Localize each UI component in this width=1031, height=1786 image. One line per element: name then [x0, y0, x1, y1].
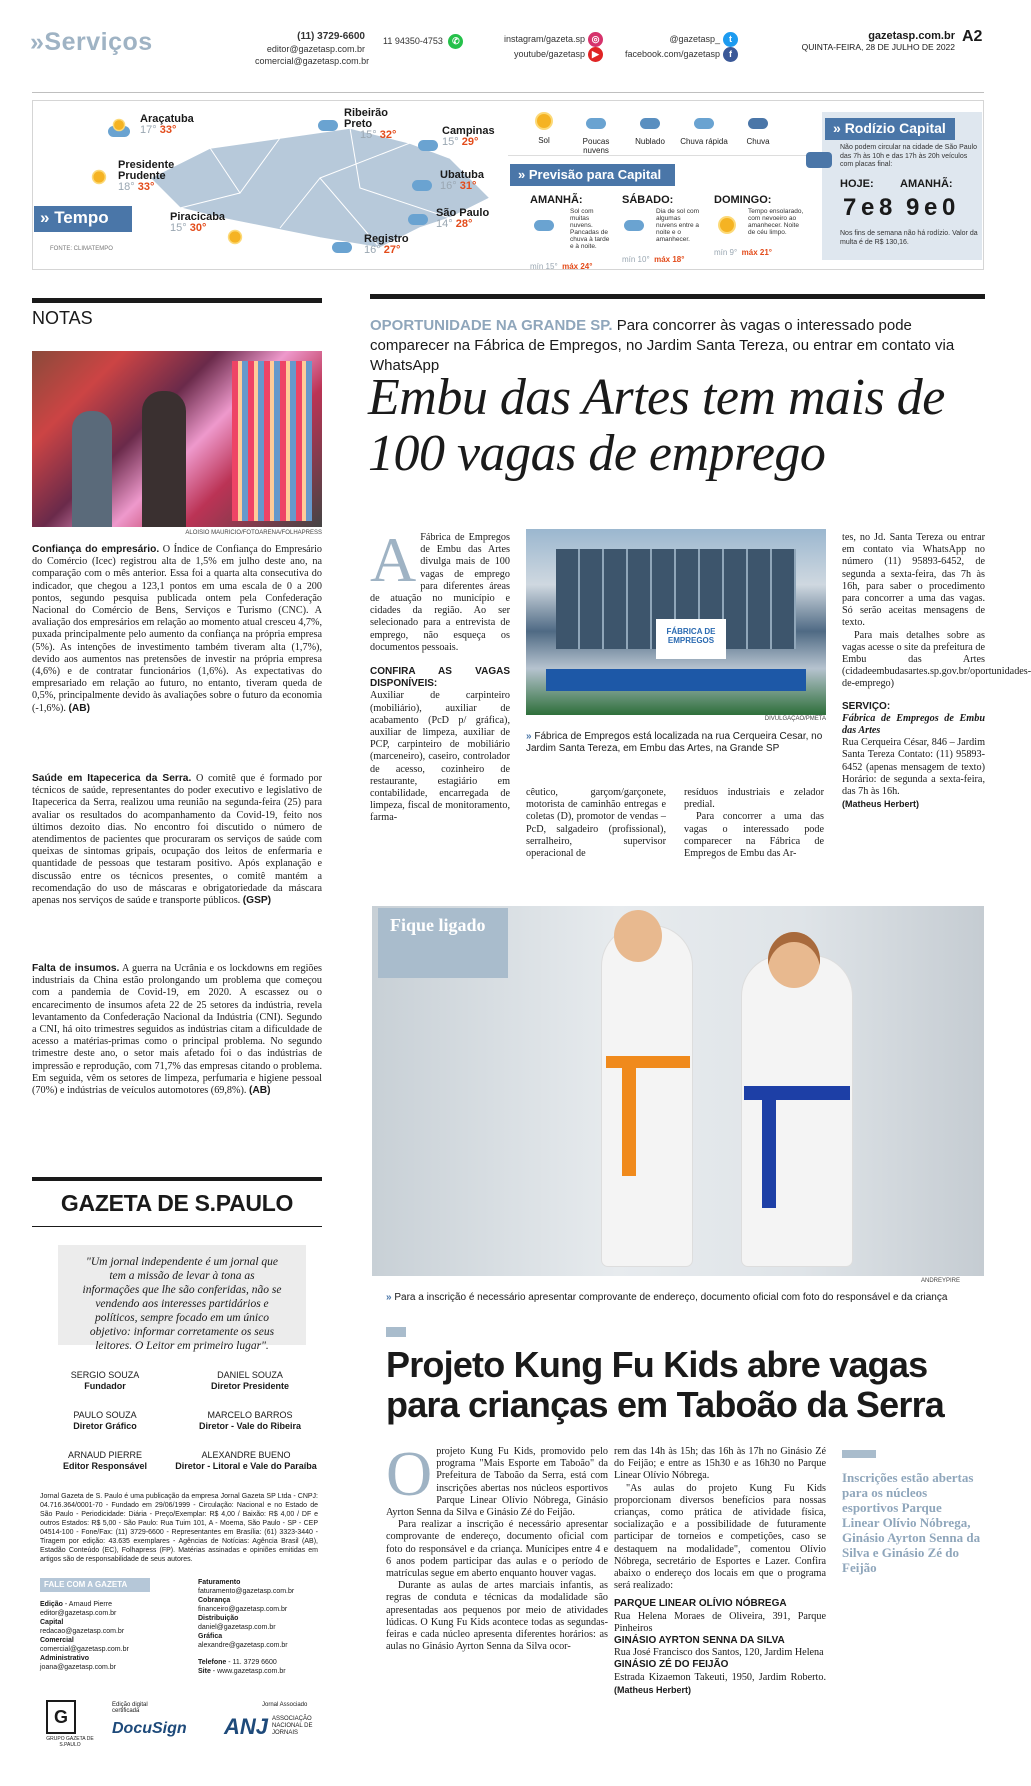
girl-figure [742, 956, 852, 1266]
city-name: Presidente Prudente [118, 159, 175, 182]
temp-max: 32° [379, 129, 397, 141]
rain-icon [748, 118, 768, 129]
contact-line[interactable]: financeiro@gazetasp.com.br [198, 1606, 288, 1613]
nota-text: O Índice de Confiança do Empresário do Comércio (Icec) registrou alta de 1,5% em julho deste ano, na comparação com o mês anterior. Essa foi a quarta alta consecutiva do indicador, que chegou a 123,1 pontos em uma escala de 0 a 200 pontos, segundo pesquisa publicada ontem pela Confederação Nacional do Comércio de Bens, Serviços e Turismo (CNC). A avaliação dos empresários em relação ao momento atual cresceu 4,7%, puxada principalmente pelo aumento da confiança na própria empresa (5%). As intenções de investimento também tiveram alta (1,7%), devido aos aumentos nas pretensões de investir na própria empresa (4,6%) e de contratar funcionários (1,6%). As expectativas do empresariado em relação ao futuro, no entanto, tiveram queda de 0,5%, principalmente devido às avaliações sobre o futuro da economia (-1,6%). [32, 544, 322, 714]
legend-sol: Sol [520, 110, 568, 145]
partly-cloudy-icon [534, 220, 554, 231]
place-item [614, 1598, 826, 1635]
city-presidente-prudente [96, 160, 196, 193]
weather-section-label: » Tempo [34, 206, 132, 232]
fabrica-empregos-photo [526, 529, 826, 715]
blue-belt [744, 1086, 850, 1100]
temp-max: 28° [455, 218, 473, 230]
forecast-max: máx 21° [741, 248, 773, 257]
girl-head [768, 932, 820, 988]
boy-head [614, 910, 662, 962]
fabrica-sign: FÁBRICA DE EMPREGOS [656, 619, 726, 659]
forecast-day: DOMINGO: [714, 194, 772, 206]
nota-signature: (AB) [249, 1085, 271, 1097]
contacts-right [198, 1578, 322, 1676]
staff-member: SERGIO SOUZA Fundador [70, 1370, 140, 1391]
legend-nublado: Nublado [626, 110, 674, 146]
youtube-handle[interactable]: youtube/gazetasp [513, 48, 585, 59]
forecast-day: SÁBADO: [622, 194, 674, 206]
nota-text: O comitê que é formado por técnicos de saúde, representantes do poder executivo e legislativo de Itapecerica da Serra, realizou uma reunião na segunda-feira (25) para avaliar os resultados do acompanhamento da Covid-19, feito nos últimos dezoito dias. No encontro foi discutido o número de atendimentos de pacientes que procuraram os serviços de saúde com queixas de sintomas gripais, ocupação dos leitos de enfermaria e quantidade de pessoas que testaram positivo. Após explanação e discussão entre os técnicos presentes, o comitê mantém a recomendação do uso de máscaras e obrigatoriedade da máscara apenas nos serviços de saúde e transporte públicos. [32, 773, 322, 907]
staff-member: PAULO SOUZA Diretor Gráfico [73, 1410, 137, 1431]
photo-caption: » Para a inscrição é necessário apresentar comprovante de endereço, documento oficial com foto do responsável e da criança [386, 1292, 948, 1303]
nota-item [32, 544, 322, 715]
partly-cloudy-icon [624, 220, 644, 231]
temp-min: 18° [118, 181, 135, 193]
kungfu-headline: Projeto Kung Fu Kids abre vagas para crianças em Taboão da Serra [386, 1344, 945, 1425]
partly-cloudy-icon [412, 180, 432, 191]
chevron-right-icon: » [526, 731, 535, 742]
temp-max: 30° [189, 222, 207, 234]
orange-belt [606, 1056, 690, 1068]
temp-max: 27° [383, 244, 401, 256]
boy-figure [602, 926, 692, 1266]
partly-cloudy-icon [586, 118, 606, 129]
shopping-photo [32, 351, 322, 527]
story-col-4: tes, no Jd. Santa Tereza ou entrar em contato via WhatsApp no número (11) 95893-6452, de segunda a sexta-feira, das 7h às 16h, para saber o procedimento para concorrer a uma das vagas. Só serão aceitas mensagens de texto. Para mais detalhes sobre as vagas acesse o site da prefeitura de Embu das Artes (cidadeembudasartes.sp.gov.br/oportunidades-de-emprego) SERVIÇO: Fábrica de Empregos de Embu das Artes Rua Cerqueira César, 846 – Jardim Santa Tereza Contato: (11) 95893-6452 (apenas mensagem de texto) Horário: de segunda a sexta-feira, das 7h às 16h. (Matheus Herbert) [842, 532, 1031, 810]
whatsapp-number: 11 94350-4753 [383, 35, 443, 46]
forecast-text: Tempo ensolarado, com nevoeiro ao amanhecer. Noite de céu limpo. [748, 208, 804, 236]
jornal-associado-label: Jornal Associado [262, 1702, 308, 1708]
accent-block [842, 1450, 876, 1458]
sun-icon [229, 231, 240, 242]
youtube-icon[interactable]: ▶ [588, 47, 603, 62]
staff-member: ALEXANDRE BUENO Diretor - Litoral e Vale do Paraíba [175, 1450, 317, 1471]
email-editor[interactable]: editor@gazetasp.com.br [266, 44, 365, 54]
city-name: Registro [364, 233, 409, 245]
grupo-gazeta-label: GRUPO GAZETA DE S.PAULO [46, 1736, 94, 1748]
servico-title: SERVIÇO: [842, 700, 891, 712]
contact-line: Capital [40, 1619, 64, 1626]
city-sao-paulo [410, 208, 489, 230]
temp-min: 15° [170, 222, 187, 234]
forecast-title: » Previsão para Capital [510, 164, 675, 186]
forecast-max: máx 18° [654, 255, 685, 264]
twitter-icon[interactable]: t [723, 32, 738, 47]
page-number: A2 [962, 28, 983, 45]
nota-item [32, 963, 322, 1097]
place-address: Rua José Francisco dos Santos, 120, Jardim Helena [614, 1647, 824, 1659]
photo-credit: DIVULGAÇÃO/PMETA [764, 716, 826, 722]
place-name: GINÁSIO AYRTON SENNA DA SILVA [614, 1635, 785, 1647]
instagram-handle[interactable]: instagram/gazeta.sp [503, 33, 585, 44]
legal-text: Jornal Gazeta de S. Paulo é uma publicação da empresa Jornal Gazeta SP Ltda - CNPJ: 04.716.364/0001-70 - Fundado em 29/06/1999 - Circulação: Nacional e no Estado de São Paulo - Periodicidade: Diária - Preço/Exemplar: R$ 4,00 / Baixão: R$ 4,00 / DF e outros Estados: R$ 5,00 - São Paulo: Rua Tuim 101, A - Moema, São Paulo - SP - CEP 04514-100 - Fone/Fax: (11) 3729-6600 - Representantes em Brasília: (61) 3323-3440 - Tiragem por edição: 43.635 exemplares - Agências de Notícias: Agência Brasil (AB), Estadão Conteúdo (EC), Folhapress (FP). Matérias assinadas e opiniões emitidas em artigos são de responsabilidade de seus autores. [40, 1493, 318, 1563]
notas-title: NOTAS [32, 308, 93, 328]
contact-line[interactable]: Site - www.gazetasp.com.br [198, 1668, 286, 1675]
grupo-gazeta-logo: G [46, 1700, 76, 1734]
temp-max: 29° [461, 136, 479, 148]
city-campinas [420, 126, 495, 148]
notas-bar [32, 298, 322, 303]
rodizio-text: Não podem circular na cidade de São Paulo das 7h às 10h e das 17h às 20h veículos com placas final: [840, 144, 977, 168]
photo-caption: » Fábrica de Empregos está localizada na rua Cerqueira Cesar, no Jardim Santa Tereza, em Embu das Artes, na Grande SP [526, 731, 823, 754]
nota-lead: Saúde em Itapecerica da Serra. [32, 773, 192, 784]
partly-cloudy-icon [418, 140, 438, 151]
subhead: CONFIRA AS VAGAS DISPONÍVEIS: [370, 666, 510, 690]
contact-line: Cobrança [198, 1597, 231, 1604]
masthead-divider [32, 1226, 322, 1227]
sun-icon [114, 120, 124, 130]
anj-text: ASSOCIAÇÃO NACIONAL DE JORNAIS [272, 1716, 313, 1736]
cloud-icon [640, 118, 660, 129]
whatsapp-line [383, 34, 463, 49]
contact-line[interactable]: comercial@gazetasp.com.br [40, 1646, 129, 1653]
nota-lead: Confiança do empresário. [32, 544, 160, 555]
legend-chuva: Chuva [734, 110, 782, 146]
rodizio-tomorrow: 9 e 0 [906, 194, 955, 221]
story-col-3: resíduos industriais e zelador predial. Para concorrer a uma das vagas o interessado pode comparecer na Fábrica de Empregos de Embu das Ar- [684, 787, 824, 860]
nota-item [32, 773, 322, 907]
fale-label: FALE COM A GAZETA [40, 1578, 150, 1592]
servico-text: Rua Cerqueira César, 846 – Jardim Santa Tereza Contato: (11) 95893-6452 (apenas mensagem de texto) Horário: de segunda a sexta-feira, das 7h às 16h. [842, 737, 985, 798]
pull-quote: Inscrições estão abertas para os núcleos esportivos Parque Linear Olívio Nóbrega, Ginásio Ayrton Senna da Silva e Ginásio Zé do Feijão [842, 1470, 981, 1575]
forecast-min: mín 9° [714, 248, 738, 257]
story-top-bar [370, 294, 985, 299]
social-block [503, 32, 603, 62]
place-name: GINÁSIO ZÉ DO FEIJÃO [614, 1659, 729, 1671]
contact-line: Distribuição [198, 1615, 239, 1622]
story-col-2: cêutico, garçom/garçonete, motorista de caminhão entregas e coletas (D), promotor de vendas – PcD, salgadeiro (profissional), serralheiro, supervisor operacional de [526, 787, 666, 860]
chevron-right-icon: » [386, 1292, 395, 1303]
contact-line: Administrativo [40, 1655, 90, 1662]
contact-line[interactable]: daniel@gazetasp.com.br [198, 1624, 276, 1631]
contacts-left [40, 1600, 170, 1672]
forecast-amanha [530, 194, 610, 274]
temp-max: 31° [459, 180, 477, 192]
contact-line[interactable]: faturamento@gazetasp.com.br [198, 1588, 295, 1595]
forecast-min: mín 10° [622, 255, 650, 264]
forecast-min: mín 15° [530, 262, 558, 271]
place-item [614, 1659, 826, 1697]
header-divider [32, 92, 984, 93]
story-signature: (Matheus Herbert) [614, 1684, 692, 1695]
city-name: Ribeirão Preto [344, 107, 389, 130]
city-name: Campinas [442, 125, 495, 137]
contact-line: Edição - Arnaud Pierre [40, 1601, 112, 1608]
forecast-text: Sol com muitas nuvens. Pancadas de chuva à tarde e à noite. [570, 208, 610, 250]
sun-icon [93, 171, 104, 182]
social-block-2 [620, 32, 738, 62]
story-kicker: OPORTUNIDADE NA GRANDE SP. Para concorrer às vagas o interessado pode comparecer na Fábrica de Empregos, no Jardim Santa Tereza, ou entrar em contato via WhatsApp [370, 317, 955, 374]
partly-cloudy-icon [408, 214, 428, 225]
city-name: São Paulo [436, 207, 490, 219]
blue-banner [546, 669, 806, 691]
city-ribeirao-preto [318, 108, 408, 141]
phone: (11) 3729-6600 [297, 31, 365, 42]
instagram-icon[interactable]: ◎ [588, 32, 603, 47]
accent-block [386, 1327, 406, 1337]
fique-ligado-tag: Fique ligado [378, 908, 508, 978]
section-title: »Serviços [30, 28, 153, 56]
city-piracicaba [170, 212, 225, 234]
nota-signature: (GSP) [242, 895, 272, 907]
forecast-domingo [714, 194, 804, 260]
staff-member: ARNAUD PIERRE Editor Responsável [62, 1450, 148, 1471]
sun-icon [537, 114, 551, 128]
story-col-1: A Fábrica de Empregos de Embu das Artes divulga mais de 100 vagas de emprego para diferentes áreas de atuação no município e cidades da região. Ao ser selecionado para a entrevista de emprego, não esqueça os documentos pessoais. CONFIRA AS VAGAS DISPONÍVEIS: Auxiliar de carpinteiro (mobiliário), auxiliar de acabamento (PcD p/ gráfica), auxiliar de limpeza, auxiliar de PCP, carpinteiro de mobiliário (marceneiro), caseiro, controlador de acesso, cozinheiro de restaurante, estagiário em contabilidade, encarregada de limpeza, fiscal de monitoramento, farma- [370, 524, 510, 824]
city-aracatuba [116, 114, 194, 136]
site-url[interactable]: gazetasp.com.br [868, 30, 955, 42]
temp-min: 15° [360, 129, 377, 141]
place-item [614, 1635, 826, 1659]
sun-icon [720, 218, 734, 232]
temp-min: 15° [442, 136, 459, 148]
contact-line: Telefone - 11. 3729 6600 [198, 1659, 277, 1666]
contact-line: Faturamento [198, 1579, 241, 1586]
site-date [790, 30, 955, 52]
car-icon [806, 152, 832, 168]
partly-cloudy-icon [332, 242, 352, 253]
city-name: Araçatuba [140, 113, 194, 125]
forecast-text: Dia de sol com algumas nuvens entre a noite e o amanhecer. [656, 208, 700, 243]
staff-member: DANIEL SOUZA Diretor Presidente [210, 1370, 290, 1391]
legend-poucas-nuvens: Poucas nuvens [572, 110, 620, 155]
photo-credit: ALOISIO MAURICIO/FOTOARENA/FOLHAPRESS [185, 530, 322, 536]
masthead-quote: "Um jornal independente é um jornal que tem a missão de levar à tona as informações que lhe são conferidas, não se vendendo aos interesses partidários e políticos, sempre focado em um único objetivo: informar corretamente os seus leitores. O Leitor em primeiro lugar". [58, 1245, 306, 1345]
legend-chuva-rapida: Chuva rápida [680, 110, 728, 146]
contact-line: Gráfica [198, 1633, 223, 1640]
temp-min: 16° [440, 180, 457, 192]
anj-logo: ANJ [224, 1714, 269, 1739]
whatsapp-icon[interactable]: ✆ [448, 34, 463, 49]
contact-line[interactable]: editor@gazetasp.com.br [40, 1610, 117, 1617]
contact-block [255, 30, 370, 67]
place-address: Estrada Kizaemon Takeuti, 1950, Jardim Roberto. [614, 1671, 826, 1683]
rodizio-tomorrow-label: AMANHÃ: [900, 178, 953, 190]
photo-credit: ANDREYPIRE [920, 1278, 960, 1284]
forecast-max: máx 24° [562, 262, 593, 271]
nota-text: A guerra na Ucrânia e os lockdowns em regiões industriais da China estão prolongando um problema que começou com a pandemia de Covid-19, em 2020. A escassez ou o encarecimento de insumos afeta 22 de 25 setores da indústria, revela levantamento da Confederação Nacional da Indústria (CNI). Segundo a CNI, há oito trimestres seguidos as indústrias citam a dificuldade de acesso a matérias-primas como o principal problema. No segundo trimestre deste ano, o setor mais afetado foi o das indústrias de impressão e reprodução, com 71,7% das empresas citando o problema. Em seguida, vêm os setores de limpeza, perfumaria e higiene pessoal (70%) e indústrias de veículos automotores (69,8%). [32, 963, 322, 1097]
contact-line[interactable]: joana@gazetasp.com.br [40, 1664, 116, 1671]
docusign-logo: DocuSign [112, 1720, 187, 1737]
forecast-day: AMANHÃ: [530, 194, 583, 206]
city-ubatuba [418, 170, 484, 192]
shopper-figure [142, 391, 186, 527]
temp-min: 16° [364, 244, 381, 256]
shopper-figure [72, 411, 112, 527]
facebook-icon[interactable]: f [723, 47, 738, 62]
rodizio-today: 7 e 8 [843, 194, 892, 221]
rodizio-title: » Rodízio Capital [825, 118, 955, 140]
twitter-handle[interactable]: @gazetasp_ [669, 33, 720, 44]
partly-cloudy-icon [318, 120, 338, 131]
digital-edition-label: Edição digital certificada [112, 1702, 148, 1714]
rodizio-today-label: HOJE: [840, 178, 874, 190]
contact-line[interactable]: redacao@gazetasp.com.br [40, 1628, 125, 1635]
city-name: Piracicaba [170, 211, 226, 223]
facebook-handle[interactable]: facebook.com/gazetasp [624, 48, 720, 59]
kungfu-col-2: rem das 14h às 15h; das 16h às 17h no Ginásio Zé do Feijão; e entre as 15h30 e as 16h30 no Parque Linear Olívio Nóbrega. "As aulas do projeto Kung Fu Kids proporcionam diversos benefícios para nossas crianças, como prática de atividade física, socialização e a possibilidade de futuramente participar de torneios e competições, caso se destaquem na modalidade", comentou Olívio Nóbrega, secretário de Esportes e Lazer. Confira abaixo o endereço dos locais em que o programa será realizado: PARQUE LINEAR OLÍVIO NÓBREGA Rua Helena Moraes de Oliveira, 391, Parque Pinheiros GINÁSIO AYRTON SENNA DA SILVA Rua José Francisco dos Santos, 120, Jardim Helena GINÁSIO ZÉ DO FEIJÃO Estrada Kizaemon Takeuti, 1950, Jardim Roberto. (Matheus Herbert) [614, 1446, 826, 1697]
weather-source: FONTE: CLIMATEMPO [50, 246, 113, 252]
email-comercial[interactable]: comercial@gazetasp.com.br [255, 56, 370, 66]
dropcap: O [386, 1438, 433, 1509]
temp-max: 33° [137, 181, 155, 193]
temp-min: 14° [436, 218, 453, 230]
edition-date: QUINTA-FEIRA, 28 DE JULHO DE 2022 [801, 42, 955, 52]
kungfu-col-1: Oprojeto Kung Fu Kids, promovido pelo programa "Mais Esporte em Taboão" da Prefeitura de Taboão da Serra, está com inscrições abertas nos núcleos esportivos Parque Linear Olívio Nóbrega, Ginásio Ayrton Senna da Silva e Ginásio Zé do Feijão. Para realizar a inscrição é necessário apresentar comprovante de endereço, documento oficial com foto do responsável e da criança. Munícipes entre 4 e 6 anos podem participar das aulas e o período de matrículas segue em aberto enquanto houver vagas. Durante as aulas de artes marciais infantis, as regras de conduta e técnicas da modalidade são apresentadas aos pequenos por meio de atividades lúdicas. O Kung Fu Kids acontece todas as segundas-feiras e cada núcleo apresenta diferentes horários: as aulas no Ginásio Ayrton Senna da Silva ocor- [386, 1438, 608, 1653]
masthead-title: GAZETA DE S.PAULO [60, 1190, 294, 1216]
nota-lead: Falta de insumos. [32, 963, 120, 974]
nota-signature: (AB) [68, 702, 90, 714]
story-signature: (Matheus Herbert) [842, 799, 920, 810]
temp-max: 33° [159, 124, 177, 136]
rodizio-note: Nos fins de semana não há rodízio. Valor da multa é de R$ 130,16. [840, 230, 978, 246]
place-address: Rua Helena Moraes de Oliveira, 391, Parque Pinheiros [614, 1610, 826, 1634]
story-headline: Embu das Artes tem mais de 100 vagas de emprego [368, 369, 945, 482]
temp-min: 17° [140, 124, 157, 136]
city-name: Ubatuba [440, 169, 484, 181]
city-registro [336, 234, 409, 256]
blue-belt-tail [762, 1098, 776, 1208]
contact-line[interactable]: alexandre@gazetasp.com.br [198, 1642, 288, 1649]
dropcap: A [370, 524, 417, 595]
contact-line: Comercial [40, 1637, 74, 1644]
servico-name: Fábrica de Empregos de Embu das Artes [842, 712, 985, 737]
forecast-sabado [622, 194, 702, 267]
clothes-rack [232, 361, 312, 521]
orange-belt-tail [622, 1066, 636, 1176]
chevron-right-icon: » [30, 28, 45, 56]
light-rain-icon [694, 118, 714, 129]
staff-member: MARCELO BARROS Diretor - Vale do Ribeira [198, 1410, 302, 1431]
place-name: PARQUE LINEAR OLÍVIO NÓBREGA [614, 1598, 787, 1610]
